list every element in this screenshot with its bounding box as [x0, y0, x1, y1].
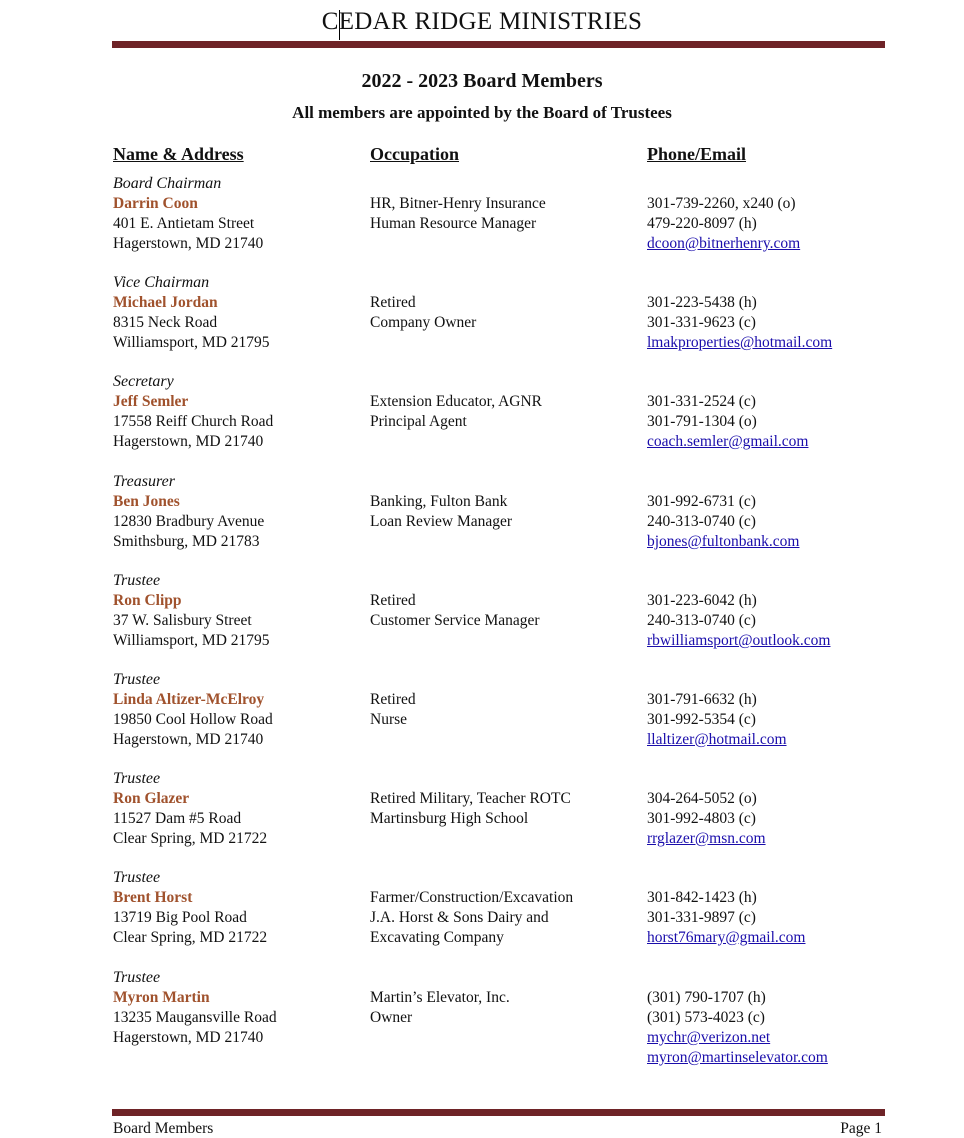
member-occupation-line: Nurse [370, 711, 408, 728]
member-address-line: 37 W. Salisbury Street [113, 612, 252, 629]
member-address-line: 8315 Neck Road [113, 314, 218, 331]
member-occupation-line: J.A. Horst & Sons Dairy and [370, 909, 549, 926]
column-header-occupation: Occupation [370, 144, 460, 164]
member-name: Ron Glazer [113, 790, 190, 807]
member-email-link[interactable]: bjones@fultonbank.com [647, 533, 800, 550]
member-occupation [370, 591, 540, 631]
member-address-line: Hagerstown, MD 21740 [113, 1029, 264, 1046]
member-phone: 301-223-6042 (h) [647, 592, 757, 609]
member-contact [647, 690, 787, 750]
member-address-line: 12830 Bradbury Avenue [113, 513, 265, 530]
member-occupation-line: Retired Military, Teacher ROTC [370, 790, 571, 807]
member-occupation [370, 988, 510, 1028]
footer-section-label: Board Members [113, 1120, 214, 1137]
member-occupation-line: Martin’s Elevator, Inc. [370, 989, 510, 1006]
member-phone: 479-220-8097 (h) [647, 215, 757, 232]
member-address-line: 11527 Dam #5 Road [113, 810, 242, 827]
member-phone: 301-331-2524 (c) [647, 393, 756, 410]
member-entry [0, 472, 964, 567]
member-address-line: 19850 Cool Hollow Road [113, 711, 273, 728]
member-role: Trustee [113, 572, 161, 589]
member-name-address [113, 868, 267, 948]
member-phone: 301-739-2260, x240 (o) [647, 195, 796, 212]
member-role: Trustee [113, 969, 161, 986]
member-contact [647, 888, 805, 948]
member-phone: 301-331-9623 (c) [647, 314, 756, 331]
member-occupation-line: Human Resource Manager [370, 215, 537, 232]
member-role: Trustee [113, 869, 161, 886]
member-address-line: 13235 Maugansville Road [113, 1009, 277, 1026]
member-address-line: Clear Spring, MD 21722 [113, 830, 268, 847]
member-entry [0, 273, 964, 368]
member-name: Jeff Semler [113, 393, 189, 410]
member-email-link[interactable]: mychr@verizon.net [647, 1029, 771, 1046]
member-entry [0, 769, 964, 864]
member-phone: 301-992-5354 (c) [647, 711, 756, 728]
member-email-link[interactable]: horst76mary@gmail.com [647, 929, 806, 946]
member-email-link[interactable]: llaltizer@hotmail.com [647, 731, 787, 748]
member-name-address [113, 670, 273, 750]
member-occupation [370, 293, 476, 333]
column-header-phone-email: Phone/Email [647, 144, 747, 164]
member-phone: 301-331-9897 (c) [647, 909, 756, 926]
member-name: Myron Martin [113, 989, 210, 1006]
member-email-link[interactable]: coach.semler@gmail.com [647, 433, 809, 450]
member-occupation-line: Loan Review Manager [370, 513, 513, 530]
member-entry [0, 174, 964, 269]
member-name: Linda Altizer-McElroy [113, 691, 265, 708]
member-occupation-line: Extension Educator, AGNR [370, 393, 543, 410]
organization-title: CEDAR RIDGE MINISTRIES [321, 8, 643, 35]
member-occupation [370, 888, 573, 948]
member-contact [647, 988, 828, 1068]
member-address-line: 13719 Big Pool Road [113, 909, 247, 926]
member-phone: 301-842-1423 (h) [647, 889, 757, 906]
member-role: Trustee [113, 770, 161, 787]
member-address-line: Hagerstown, MD 21740 [113, 433, 264, 450]
member-address-line: 401 E. Antietam Street [113, 215, 255, 232]
member-phone: 301-223-5438 (h) [647, 294, 757, 311]
member-address-line: 17558 Reiff Church Road [113, 413, 274, 430]
member-name: Brent Horst [113, 889, 193, 906]
member-email-link[interactable]: lmakproperties@hotmail.com [647, 334, 833, 351]
member-name-address [113, 769, 267, 849]
member-contact [647, 591, 830, 651]
member-occupation [370, 194, 546, 234]
member-entry [0, 571, 964, 666]
member-occupation [370, 392, 542, 432]
member-occupation-line: Retired [370, 592, 416, 609]
member-contact [647, 492, 799, 552]
member-occupation-line: Principal Agent [370, 413, 467, 430]
member-contact [647, 293, 832, 353]
member-phone: 301-992-4803 (c) [647, 810, 756, 827]
member-email-link[interactable]: myron@martinselevator.com [647, 1049, 828, 1066]
member-address-line: Hagerstown, MD 21740 [113, 731, 264, 748]
member-occupation [370, 492, 512, 532]
page-number: Page 1 [840, 1120, 882, 1137]
document-heading: 2022 - 2023 Board Members [361, 70, 603, 92]
member-name-address [113, 372, 273, 452]
member-phone: (301) 573-4023 (c) [647, 1009, 765, 1026]
member-address-line: Williamsport, MD 21795 [113, 334, 270, 351]
member-address-line: Clear Spring, MD 21722 [113, 929, 268, 946]
member-role: Secretary [113, 373, 174, 390]
member-contact [647, 789, 766, 849]
member-name: Ron Clipp [113, 592, 182, 609]
member-occupation-line: Martinsburg High School [370, 810, 529, 827]
header-rule [112, 41, 885, 48]
member-entry [0, 868, 964, 963]
member-occupation [370, 690, 416, 730]
member-occupation-line: Customer Service Manager [370, 612, 540, 629]
member-occupation-line: Retired [370, 294, 416, 311]
member-occupation-line: Farmer/Construction/Excavation [370, 889, 574, 906]
member-occupation-line: Owner [370, 1009, 413, 1026]
member-occupation-line: Retired [370, 691, 416, 708]
member-role: Treasurer [113, 473, 175, 490]
member-phone: 301-791-1304 (o) [647, 413, 757, 430]
member-name-address [113, 472, 264, 552]
member-name: Michael Jordan [113, 294, 218, 311]
member-entry [0, 670, 964, 765]
member-phone: 301-992-6731 (c) [647, 493, 756, 510]
member-entry [0, 372, 964, 467]
member-contact [647, 392, 808, 452]
member-name-address [113, 968, 277, 1048]
member-entry [0, 968, 964, 1066]
member-name-address [113, 174, 263, 254]
member-role: Vice Chairman [113, 274, 210, 291]
member-phone: 301-791-6632 (h) [647, 691, 757, 708]
member-phone: (301) 790-1707 (h) [647, 989, 766, 1006]
member-role: Trustee [113, 671, 161, 688]
member-address-line: Hagerstown, MD 21740 [113, 235, 264, 252]
member-email-link[interactable]: dcoon@bitnerhenry.com [647, 235, 801, 252]
member-name-address [113, 571, 270, 651]
footer-rule [112, 1109, 885, 1116]
column-header-name-address: Name & Address [113, 144, 244, 164]
member-name-address [113, 273, 270, 353]
member-occupation-line: Banking, Fulton Bank [370, 493, 508, 510]
member-phone: 304-264-5052 (o) [647, 790, 757, 807]
document-subheading: All members are appointed by the Board of Trustees [292, 103, 672, 122]
member-email-link[interactable]: rbwilliamsport@outlook.com [647, 632, 831, 649]
member-name: Ben Jones [113, 493, 180, 510]
member-contact [647, 194, 800, 254]
member-occupation-line: Excavating Company [370, 929, 504, 946]
member-phone: 240-313-0740 (c) [647, 612, 756, 629]
member-occupation [370, 789, 571, 829]
member-role: Board Chairman [113, 175, 222, 192]
member-address-line: Williamsport, MD 21795 [113, 632, 270, 649]
member-occupation-line: HR, Bitner-Henry Insurance [370, 195, 546, 212]
member-name: Darrin Coon [113, 195, 198, 212]
member-occupation-line: Company Owner [370, 314, 477, 331]
member-address-line: Smithsburg, MD 21783 [113, 533, 260, 550]
member-phone: 240-313-0740 (c) [647, 513, 756, 530]
member-email-link[interactable]: rrglazer@msn.com [647, 830, 766, 847]
